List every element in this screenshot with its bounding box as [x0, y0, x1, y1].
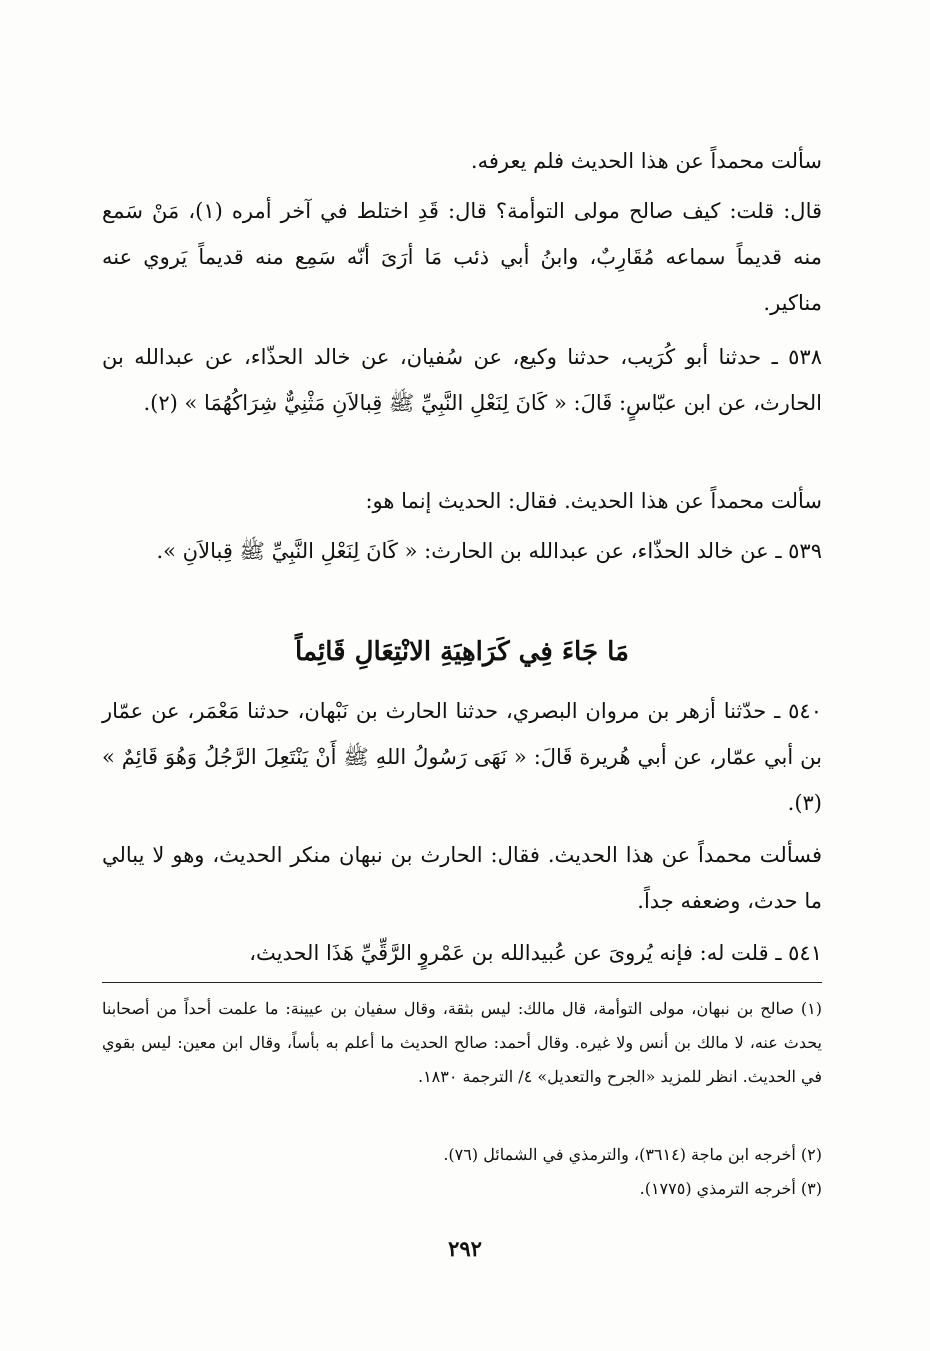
hadith-538: ٥٣٨ ـ حدثنا أبو كُرَيب، حدثنا وكيع، عن سُفيان، عن خالد الحذّاء، عن عبدالله بن الحارث، عن ابن عبّاسٍ: قَالَ: « كَانَ لِنَعْلِ النَّبِيِّ ﷺ قِبالاَنِ مَثْنِيٌّ شِرَاكُهُمَا » (٢).	[102, 345, 822, 415]
hadith-540: ٥٤٠ ـ حدّثنا أزهر بن مروان البصري، حدثنا الحارث بن نَبْهان، حدثنا مَعْمَر، عن عمّار بن أبي عمّار، عن أبي هُريرة قَالَ: « نَهَى رَسُولُ اللهِ ﷺ أَنْ يَنْتَعِلَ الرَّجُلُ وَهُوَ قَائِمٌ » (٣).	[102, 699, 822, 815]
paragraph-2: قال: قلت: كيف صالح مولى التوأمة؟ قال: قَدِ اختلط في آخر أمره (١)، مَنْ سَمع منه قديماً سماعه مُقَارِبٌ، وابنُ أبي ذئب مَا أرَىَ أنّه سَمِع منه قديماً يَروي عنه مناكير.	[102, 199, 823, 315]
paragraph-1: سألت محمداً عن هذا الحديث فلم يعرفه.	[470, 149, 822, 173]
footnote-2: (٢) أخرجه ابن ماجة (٣٦١٤)، والترمذي في الشمائل (٧٦).	[443, 1145, 822, 1164]
hadith-541: ٥٤١ ـ قلت له: فإنه يُروىَ عن عُبيدالله بن عَمْروٍ الرَّقِّيِّ هَذَا الحديث،	[249, 941, 822, 965]
chapter-heading: مَا جَاءَ فِي كَرَاهِيَةِ الانْتِعَالِ قَائِماً	[295, 637, 629, 667]
page-number: ٢٩٢	[448, 1236, 482, 1261]
paragraph-4: سألت محمداً عن هذا الحديث. فقال: الحديث إنما هو:	[365, 489, 822, 513]
footnote-3: (٣) أخرجه الترمذي (١٧٧٥).	[639, 1179, 822, 1198]
footnote-divider	[102, 982, 822, 983]
footnote-1: (١) صالح بن نبهان، مولى التوأمة، قال مالك: ليس بثقة، وقال سفيان بن عيينة: ما علمت أحداً من أصحابنا يحدث عنه، لا مالك بن أنس ولا غيره. وقال أحمد: صالح الحديث ما أعلم به بأساً، وقال ابن معين: ليس بقوي في الحديث. انظر للمزيد «الجرح والتعديل» ٤/ الترجمة ١٨٣٠.	[102, 999, 823, 1086]
hadith-539: ٥٣٩ ـ عن خالد الحذّاء، عن عبدالله بن الحارث: « كَانَ لِنَعْلِ النَّبِيِّ ﷺ قِبالاَنِ ».	[156, 539, 822, 563]
paragraph-7: فسألت محمداً عن هذا الحديث. فقال: الحارث بن نبهان منكر الحديث، وهو لا يبالي ما حدث، وضعفه جداً.	[102, 843, 822, 913]
